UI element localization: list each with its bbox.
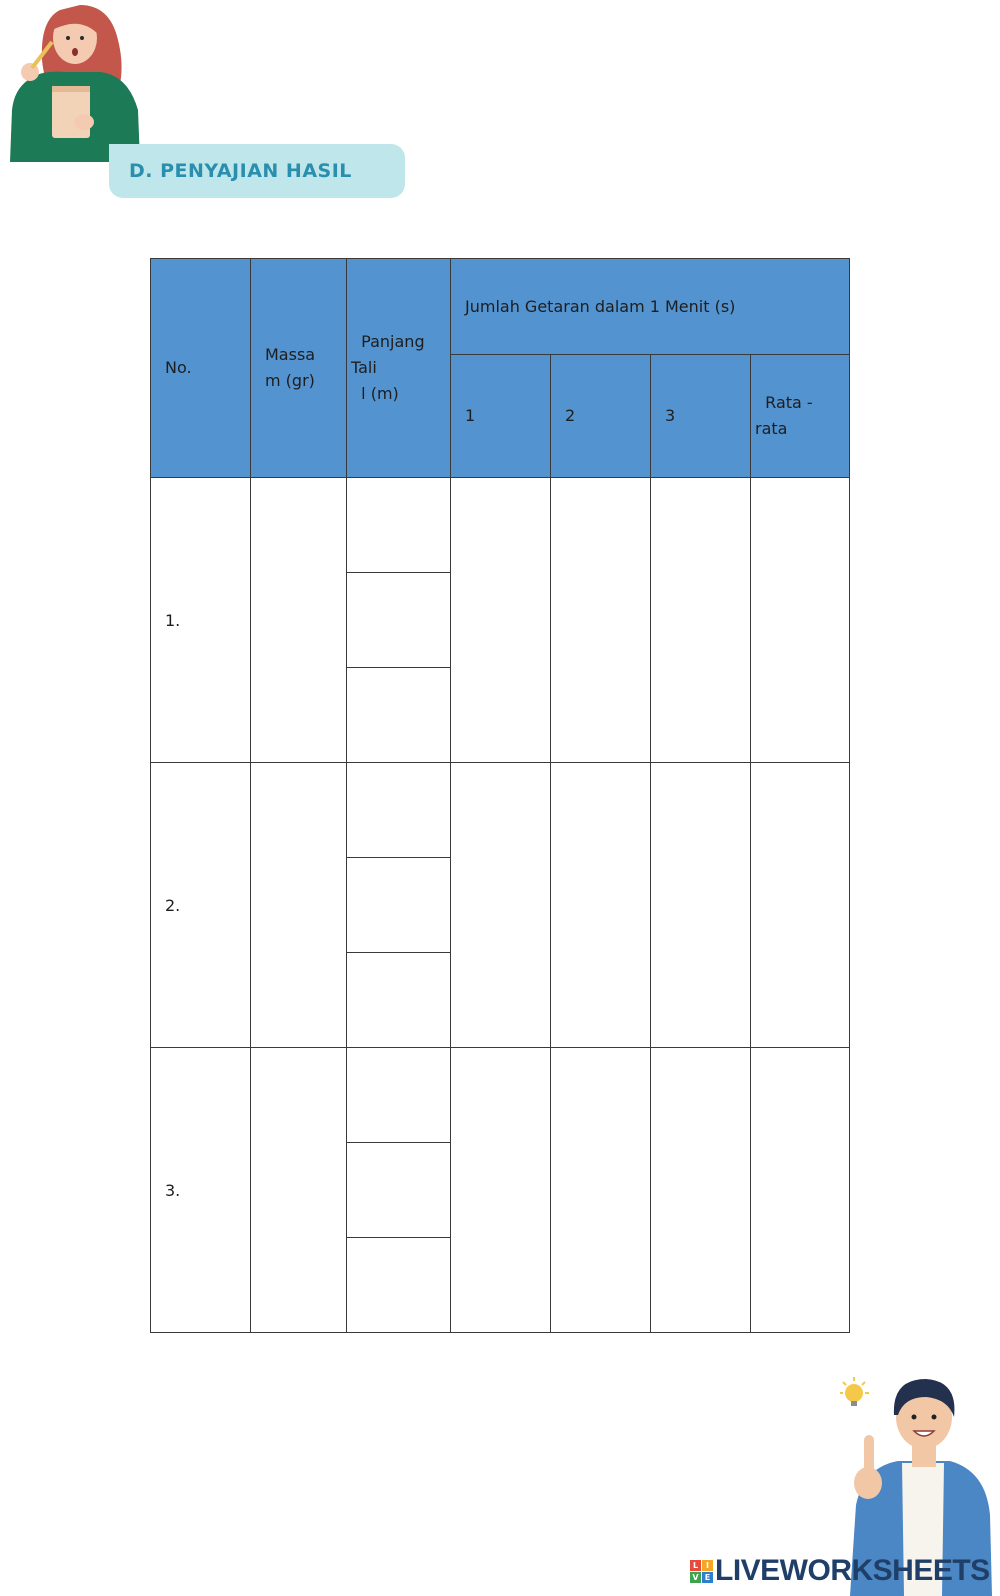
massa-input-cell[interactable] [251,763,347,1048]
trial-2-input-cell[interactable] [551,1048,651,1333]
header-panjang-tali: Panjang Tali l (m) [347,259,451,478]
lightbulb-icon [840,1377,869,1406]
header-trial-1: 1 [451,355,551,478]
header-massa: Massa m (gr) [251,259,347,478]
trial-3-input-cell[interactable] [651,478,751,763]
header-jumlah-getaran: Jumlah Getaran dalam 1 Menit (s) [451,259,850,355]
liveworksheets-brand [690,1553,990,1589]
trial-1-input-cell[interactable] [451,1048,551,1333]
trial-3-input-cell[interactable] [651,763,751,1048]
panjang-input-cell[interactable] [347,573,451,668]
panjang-input-cell[interactable] [347,668,451,763]
panjang-input-cell[interactable] [347,1048,451,1143]
panjang-input-cell[interactable] [347,478,451,573]
liveworksheets-logo-icon: L I V E [690,1560,713,1583]
row-number: 3. [165,1180,181,1200]
results-table [150,258,850,1333]
rata-rata-input-cell[interactable] [751,478,850,763]
table-row [151,1048,850,1143]
header-trial-3: 3 [651,355,751,478]
brand-name: LIVEWORKSHEETS [715,1554,990,1587]
row-number: 2. [165,895,181,915]
rata-rata-input-cell[interactable] [751,763,850,1048]
trial-1-input-cell[interactable] [451,763,551,1048]
panjang-input-cell[interactable] [347,763,451,858]
panjang-input-cell[interactable] [347,858,451,953]
table-row [151,763,850,858]
header-rata-rata: Rata - rata [751,355,850,478]
section-title: D. PENYAJIAN HASIL [129,160,352,182]
row-number-cell [151,1048,251,1333]
header-trial-2: 2 [551,355,651,478]
section-title-banner [109,144,405,198]
table-row [151,478,850,573]
trial-3-input-cell[interactable] [651,1048,751,1333]
trial-2-input-cell[interactable] [551,763,651,1048]
student-girl-illustration [0,0,150,165]
panjang-input-cell[interactable] [347,953,451,1048]
row-number-cell [151,763,251,1048]
rata-rata-input-cell[interactable] [751,1048,850,1333]
massa-input-cell[interactable] [251,1048,347,1333]
row-number: 1. [165,610,181,630]
massa-input-cell[interactable] [251,478,347,763]
panjang-input-cell[interactable] [347,1238,451,1333]
header-no: No. [151,259,251,478]
panjang-input-cell[interactable] [347,1143,451,1238]
row-number-cell [151,478,251,763]
trial-2-input-cell[interactable] [551,478,651,763]
trial-1-input-cell[interactable] [451,478,551,763]
